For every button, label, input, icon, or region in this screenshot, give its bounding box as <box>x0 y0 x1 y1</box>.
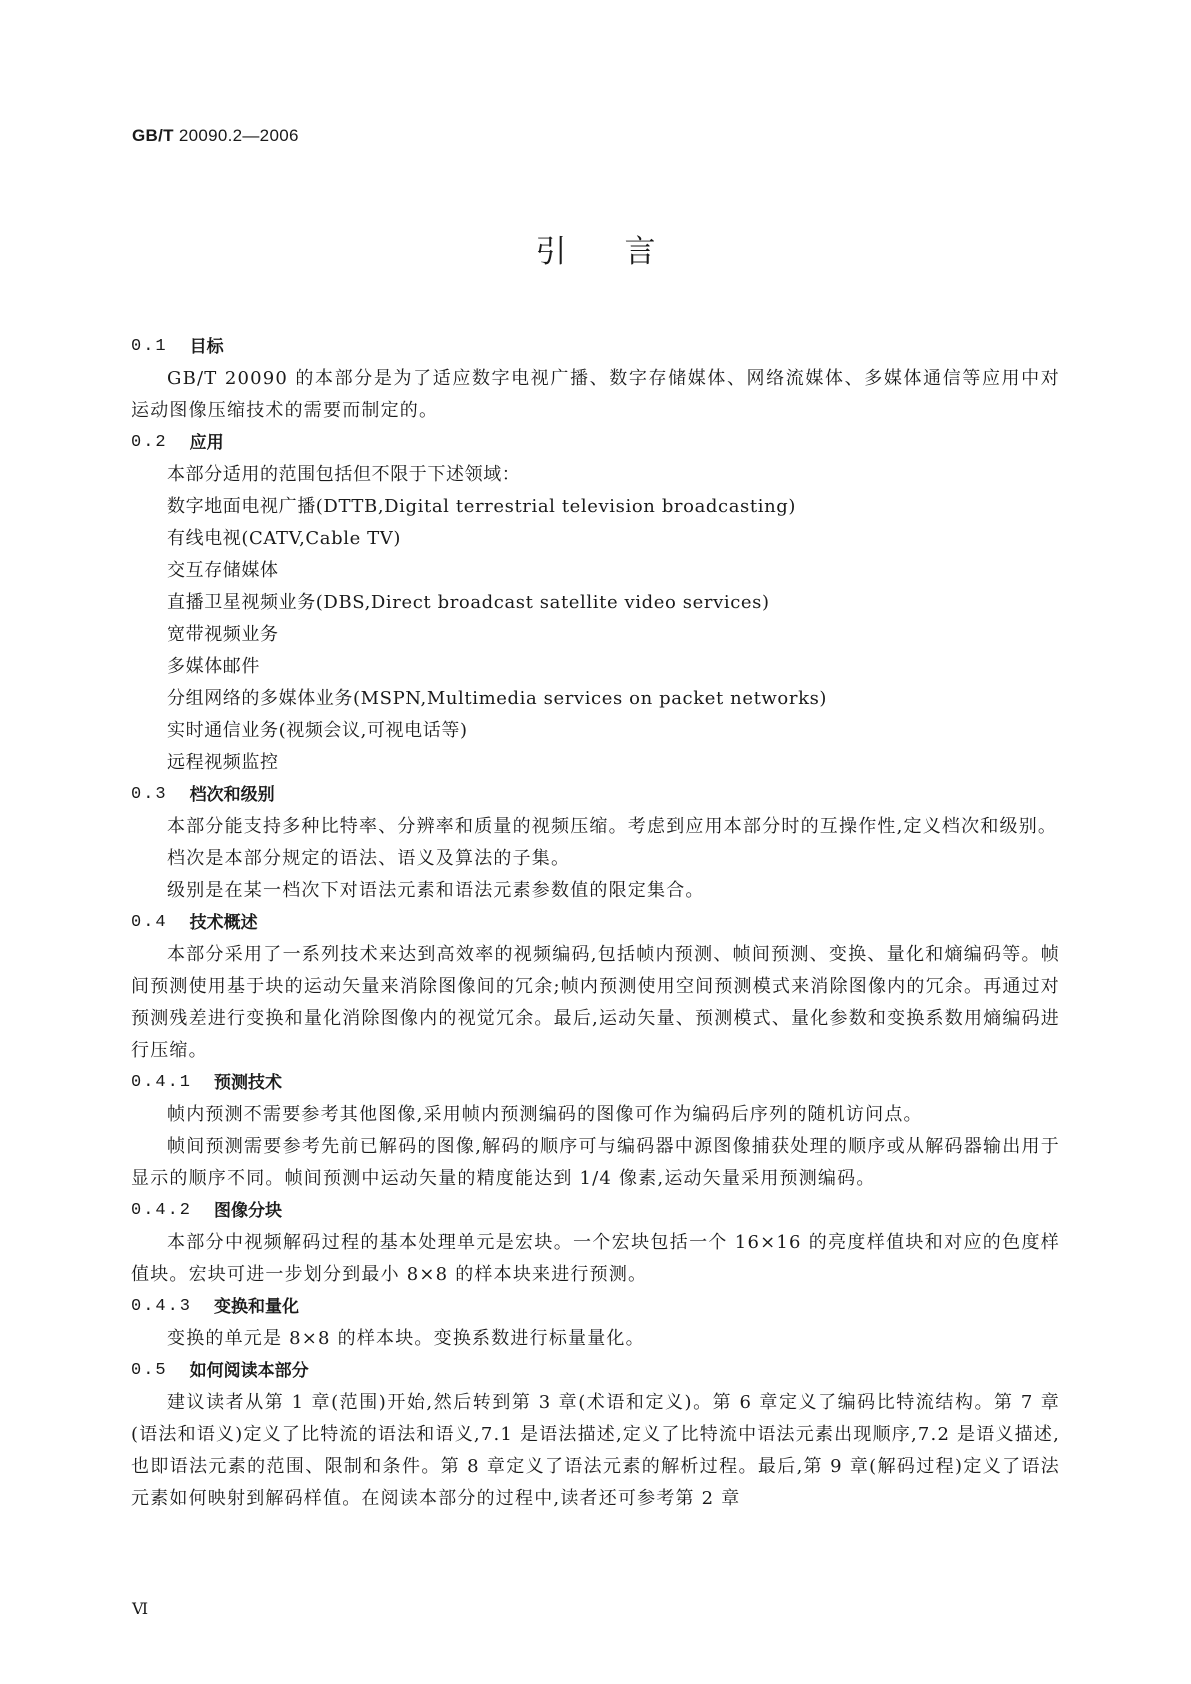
section-title: 图像分块 <box>214 1201 283 1221</box>
section-number: 0.2 <box>131 433 168 452</box>
section-number: 0.4.3 <box>131 1297 193 1316</box>
section-heading-0-4-1 <box>131 1067 1060 1099</box>
list-item: 数字地面电视广播(DTTB,Digital terrestrial television broadcasting) <box>167 496 797 517</box>
section-title: 预测技术 <box>214 1073 283 1093</box>
paragraph: 帧内预测不需要参考其他图像,采用帧内预测编码的图像可作为编码后序列的随机访问点。 <box>167 1104 923 1125</box>
paragraph: 档次是本部分规定的语法、语义及算法的子集。 <box>167 848 571 869</box>
standard-prefix: GB/T <box>132 126 174 145</box>
section-number: 0.5 <box>131 1361 168 1380</box>
section-number: 0.1 <box>131 337 168 356</box>
section-heading-0-2 <box>131 427 1060 459</box>
paragraph: 变换的单元是 8×8 的样本块。变换系数进行标量量化。 <box>167 1328 645 1349</box>
paragraph: GB/T 20090 的本部分是为了适应数字电视广播、数字存储媒体、网络流媒体、多媒体通信等应用中对运动图像压缩技术的需要而制定的。 <box>131 368 1060 421</box>
list-item: 直播卫星视频业务(DBS,Direct broadcast satellite video services) <box>167 592 770 613</box>
section-title: 变换和量化 <box>214 1297 300 1317</box>
body-text <box>131 331 1060 1515</box>
section-heading-0-4 <box>131 907 1060 939</box>
section-heading-0-4-3 <box>131 1291 1060 1323</box>
standard-code <box>132 126 299 146</box>
section-title: 技术概述 <box>189 913 258 933</box>
section-heading-0-1 <box>131 331 1060 363</box>
paragraph: 帧间预测需要参考先前已解码的图像,解码的顺序可与编码器中源图像捕获处理的顺序或从解码器输出用于显示的顺序不同。帧间预测中运动矢量的精度能达到 1/4 像素,运动矢量采用预测编码。 <box>131 1136 1060 1189</box>
paragraph: 本部分中视频解码过程的基本处理单元是宏块。一个宏块包括一个 16×16 的亮度样值块和对应的色度样值块。宏块可进一步划分到最小 8×8 的样本块来进行预测。 <box>131 1232 1060 1285</box>
list-item: 交互存储媒体 <box>167 560 279 581</box>
page-number: Ⅵ <box>132 1601 149 1618</box>
standard-number: 20090.2—2006 <box>173 126 299 145</box>
section-number: 0.3 <box>131 785 168 804</box>
section-title: 档次和级别 <box>189 785 275 805</box>
section-heading-0-4-2 <box>131 1195 1060 1227</box>
list-item: 有线电视(CATV,Cable TV) <box>167 528 401 549</box>
section-number: 0.4.2 <box>131 1201 193 1220</box>
list-item: 分组网络的多媒体业务(MSPN,Multimedia services on packet networks) <box>167 688 828 709</box>
list-item: 本部分适用的范围包括但不限于下述领域： <box>167 464 521 485</box>
paragraph: 本部分能支持多种比特率、分辨率和质量的视频压缩。考虑到应用本部分时的互操作性,定义档次和级别。 <box>167 816 1058 837</box>
page-title: 引言 <box>535 234 714 270</box>
list-item: 远程视频监控 <box>167 752 279 773</box>
list-item: 宽带视频业务 <box>167 624 279 645</box>
section-title: 应用 <box>189 433 224 453</box>
section-title: 目标 <box>189 337 224 357</box>
paragraph: 建议读者从第 1 章(范围)开始,然后转到第 3 章(术语和定义)。第 6 章定义了编码比特流结构。第 7 章(语法和语义)定义了比特流的语法和语义,7.1 是语法描述,定义了比特流中语法元素出现顺序,7.2 是语义描述,也即语法元素的范围、限制和条件。第 8 章定义了语法元素的解析过程。最后,第 9 章(解码过程)定义了语法元素如何映射到解码样值。在阅读本部分的过程中,读者还可参考第 2 章 <box>131 1392 1060 1509</box>
paragraph: 级别是在某一档次下对语法元素和语法元素参数值的限定集合。 <box>167 880 705 901</box>
list-item: 多媒体邮件 <box>167 656 260 677</box>
section-title: 如何阅读本部分 <box>189 1361 309 1381</box>
list-item: 实时通信业务(视频会议,可视电话等) <box>167 720 468 741</box>
section-heading-0-3 <box>131 779 1060 811</box>
section-number: 0.4 <box>131 913 168 932</box>
section-heading-0-5 <box>131 1355 1060 1387</box>
section-number: 0.4.1 <box>131 1073 193 1092</box>
paragraph: 本部分采用了一系列技术来达到高效率的视频编码,包括帧内预测、帧间预测、变换、量化和熵编码等。帧间预测使用基于块的运动矢量来消除图像间的冗余;帧内预测使用空间预测模式来消除图像内的冗余。再通过对预测残差进行变换和量化消除图像内的视觉冗余。最后,运动矢量、预测模式、量化参数和变换系数用熵编码进行压缩。 <box>131 944 1060 1061</box>
